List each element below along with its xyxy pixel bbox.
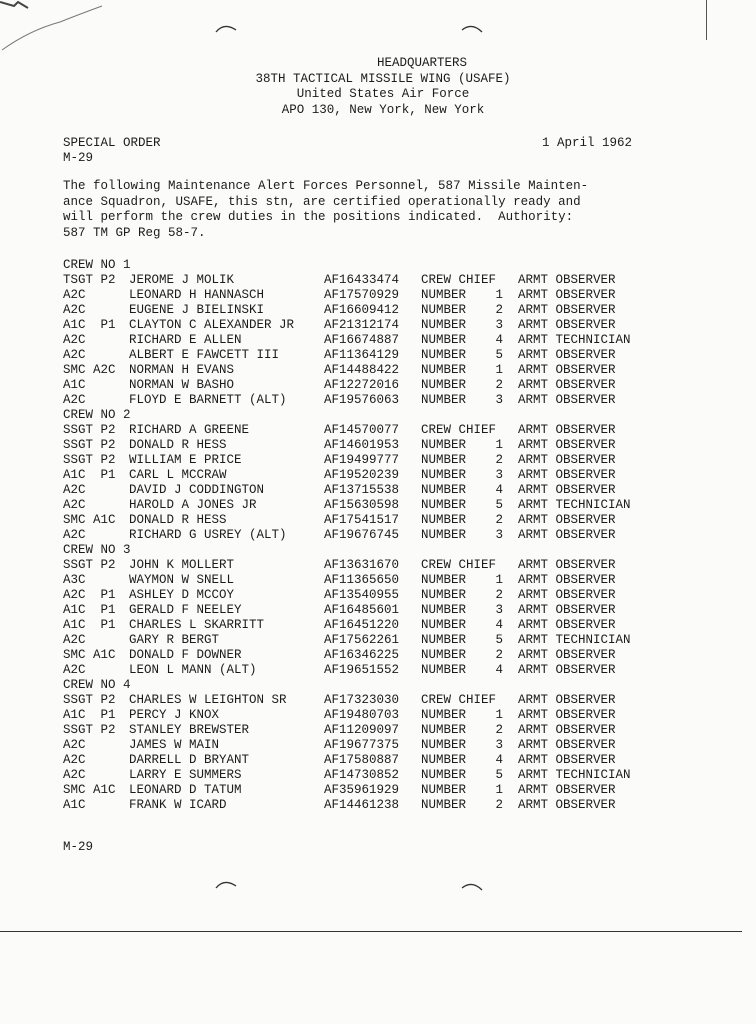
- crew-member-row: [63, 393, 616, 408]
- member-duty: ARMT TECHNICIAN: [518, 633, 631, 647]
- member-service-number: AF19576063: [324, 393, 400, 407]
- member-grade: A2C: [63, 768, 86, 782]
- member-position: NUMBER: [421, 498, 467, 512]
- member-service-number: AF14570077: [324, 423, 400, 437]
- member-service-number: AF12272016: [324, 378, 400, 392]
- crew-member-row: [63, 378, 616, 393]
- member-position: NUMBER: [421, 768, 467, 782]
- member-duty: ARMT OBSERVER: [518, 348, 616, 362]
- member-grade: TSGT P2: [63, 273, 116, 287]
- crew-member-row: [63, 273, 616, 288]
- member-name: FLOYD E BARNETT (ALT): [129, 393, 287, 407]
- member-position: CREW CHIEF: [421, 558, 497, 572]
- intro-line: will perform the crew duties in the positions indicated. Authority:: [63, 210, 574, 224]
- member-name: DAVID J CODDINGTON: [129, 483, 265, 497]
- scan-smudge-top-left: [0, 0, 110, 60]
- member-name: LEONARD D TATUM: [129, 783, 242, 797]
- member-grade: A1C P1: [63, 618, 116, 632]
- member-name: EUGENE J BIELINSKI: [129, 303, 265, 317]
- member-grade: A2C: [63, 393, 86, 407]
- crew-member-row: [63, 513, 616, 528]
- member-grade: A2C: [63, 288, 86, 302]
- member-service-number: AF11365650: [324, 573, 400, 587]
- member-grade: A1C P1: [63, 708, 116, 722]
- order-date: 1 April 1962: [542, 136, 633, 150]
- member-service-number: AF19520239: [324, 468, 400, 482]
- crew-header: CREW NO 4: [63, 678, 131, 692]
- member-position-number: 3: [495, 603, 503, 617]
- crew-member-row: [63, 423, 616, 438]
- member-service-number: AF15630598: [324, 498, 400, 512]
- member-duty: ARMT TECHNICIAN: [518, 768, 631, 782]
- bottom-rule: [0, 931, 742, 932]
- member-position-number: 3: [495, 738, 503, 752]
- member-position: NUMBER: [421, 798, 467, 812]
- member-position-number: 2: [495, 513, 503, 527]
- member-name: DARRELL D BRYANT: [129, 753, 250, 767]
- member-duty: ARMT OBSERVER: [518, 723, 616, 737]
- member-position: NUMBER: [421, 333, 467, 347]
- member-grade: SSGT P2: [63, 453, 116, 467]
- member-duty: ARMT OBSERVER: [518, 363, 616, 377]
- member-position: CREW CHIEF: [421, 693, 497, 707]
- member-name: ASHLEY D MCCOY: [129, 588, 235, 602]
- member-name: RICHARD A GREENE: [129, 423, 250, 437]
- member-name: JAMES W MAIN: [129, 738, 220, 752]
- member-position: NUMBER: [421, 318, 467, 332]
- crew-member-row: [63, 303, 616, 318]
- crew-member-row: [63, 573, 616, 588]
- member-grade: A2C: [63, 753, 86, 767]
- member-service-number: AF11209097: [324, 723, 400, 737]
- member-service-number: AF14488422: [324, 363, 400, 377]
- member-position: NUMBER: [421, 663, 467, 677]
- member-name: DONALD F DOWNER: [129, 648, 242, 662]
- member-grade: A2C: [63, 498, 86, 512]
- crew-member-row: [63, 498, 631, 513]
- member-service-number: AF17323030: [324, 693, 400, 707]
- member-name: JEROME J MOLIK: [129, 273, 235, 287]
- member-grade: SMC A1C: [63, 513, 116, 527]
- member-duty: ARMT OBSERVER: [518, 648, 616, 662]
- member-position: NUMBER: [421, 468, 467, 482]
- member-position: NUMBER: [421, 483, 467, 497]
- member-position-number: 2: [495, 453, 503, 467]
- member-grade: A2C: [63, 348, 86, 362]
- crew-member-row: [63, 783, 616, 798]
- letterhead-line-2: 38TH TACTICAL MISSILE WING (USAFE): [255, 71, 511, 86]
- member-duty: ARMT TECHNICIAN: [518, 333, 631, 347]
- member-position-number: 2: [495, 798, 503, 812]
- member-name: FRANK W ICARD: [129, 798, 227, 812]
- member-position-number: 4: [495, 663, 503, 677]
- member-name: PERCY J KNOX: [129, 708, 220, 722]
- member-position: NUMBER: [421, 738, 467, 752]
- member-position-number: 2: [495, 303, 503, 317]
- punch-mark-top-right: [460, 22, 484, 34]
- crew-member-row: [63, 588, 616, 603]
- member-service-number: AF17570929: [324, 288, 400, 302]
- punch-mark-bottom-left: [214, 878, 238, 890]
- member-grade: A2C: [63, 483, 86, 497]
- intro-line: 587 TM GP Reg 58-7.: [63, 225, 206, 240]
- member-duty: ARMT OBSERVER: [518, 288, 616, 302]
- member-position: NUMBER: [421, 588, 467, 602]
- member-duty: ARMT OBSERVER: [518, 318, 616, 332]
- member-service-number: AF13540955: [324, 588, 400, 602]
- member-position: NUMBER: [421, 708, 467, 722]
- member-position-number: 3: [495, 393, 503, 407]
- member-grade: A3C: [63, 573, 86, 587]
- member-duty: ARMT OBSERVER: [518, 603, 616, 617]
- member-grade: A2C: [63, 333, 86, 347]
- intro-line: ance Squadron, USAFE, this stn, are certified operationally ready and: [63, 194, 581, 209]
- member-duty: ARMT OBSERVER: [518, 378, 616, 392]
- crew-member-row: [63, 708, 616, 723]
- member-name: WAYMON W SNELL: [129, 573, 235, 587]
- member-position-number: 5: [495, 498, 503, 512]
- member-grade: SSGT P2: [63, 693, 116, 707]
- member-grade: A1C P1: [63, 468, 116, 482]
- member-name: HAROLD A JONES JR: [129, 498, 257, 512]
- member-position-number: 2: [495, 648, 503, 662]
- member-grade: A1C: [63, 798, 86, 812]
- crew-member-row: [63, 603, 616, 618]
- member-duty: ARMT OBSERVER: [518, 588, 616, 602]
- member-position: NUMBER: [421, 363, 467, 377]
- member-position: CREW CHIEF: [421, 423, 497, 437]
- member-position-number: 2: [495, 588, 503, 602]
- crew-member-row: [63, 768, 631, 783]
- crew-header: CREW NO 1: [63, 258, 131, 272]
- member-duty: ARMT OBSERVER: [518, 423, 616, 437]
- member-service-number: AF35961929: [324, 783, 400, 797]
- crew-member-row: [63, 348, 616, 363]
- member-position: CREW CHIEF: [421, 273, 497, 287]
- member-service-number: AF21312174: [324, 318, 400, 332]
- member-position: NUMBER: [421, 603, 467, 617]
- member-position-number: 4: [495, 618, 503, 632]
- member-duty: ARMT OBSERVER: [518, 273, 616, 287]
- member-name: GARY R BERGT: [129, 633, 220, 647]
- member-name: GERALD F NEELEY: [129, 603, 242, 617]
- member-grade: SMC A1C: [63, 648, 116, 662]
- member-service-number: AF13715538: [324, 483, 400, 497]
- member-grade: SMC A1C: [63, 783, 116, 797]
- member-duty: ARMT OBSERVER: [518, 573, 616, 587]
- member-position-number: 3: [495, 528, 503, 542]
- member-position-number: 2: [495, 378, 503, 392]
- crew-member-row: [63, 528, 616, 543]
- member-name: CHARLES L SKARRITT: [129, 618, 265, 632]
- punch-mark-bottom-right: [460, 880, 484, 892]
- member-position-number: 4: [495, 483, 503, 497]
- member-name: RICHARD E ALLEN: [129, 333, 242, 347]
- member-position: NUMBER: [421, 288, 467, 302]
- member-name: CLAYTON C ALEXANDER JR: [129, 318, 295, 332]
- crew-header: CREW NO 3: [63, 543, 131, 557]
- member-service-number: AF16433474: [324, 273, 400, 287]
- member-duty: ARMT OBSERVER: [518, 468, 616, 482]
- member-name: WILLIAM E PRICE: [129, 453, 242, 467]
- member-name: JOHN K MOLLERT: [129, 558, 235, 572]
- member-service-number: AF14601953: [324, 438, 400, 452]
- member-grade: A1C P1: [63, 318, 116, 332]
- member-duty: ARMT OBSERVER: [518, 738, 616, 752]
- member-duty: ARMT OBSERVER: [518, 513, 616, 527]
- member-service-number: AF13631670: [324, 558, 400, 572]
- member-duty: ARMT TECHNICIAN: [518, 498, 631, 512]
- order-number: M-29: [63, 151, 94, 165]
- member-position: NUMBER: [421, 723, 467, 737]
- crew-roster: [63, 258, 631, 813]
- member-position-number: 1: [495, 708, 503, 722]
- member-position: NUMBER: [421, 453, 467, 467]
- crew-member-row: [63, 333, 631, 348]
- member-position: NUMBER: [421, 393, 467, 407]
- crew-header: CREW NO 2: [63, 408, 131, 422]
- member-grade: A2C: [63, 738, 86, 752]
- member-position: NUMBER: [421, 378, 467, 392]
- member-position-number: 2: [495, 723, 503, 737]
- member-duty: ARMT OBSERVER: [518, 483, 616, 497]
- member-duty: ARMT OBSERVER: [518, 453, 616, 467]
- crew-member-row: [63, 453, 616, 468]
- footer-page-code: M-29: [63, 840, 94, 854]
- member-service-number: AF16451220: [324, 618, 400, 632]
- member-position-number: 3: [495, 318, 503, 332]
- letterhead-line-4: APO 130, New York, New York: [281, 102, 485, 117]
- member-name: RICHARD G USREY (ALT): [129, 528, 287, 542]
- member-service-number: AF17580887: [324, 753, 400, 767]
- member-name: NORMAN W BASHO: [129, 378, 235, 392]
- member-duty: ARMT OBSERVER: [518, 798, 616, 812]
- member-name: CARL L MCCRAW: [129, 468, 227, 482]
- crew-member-row: [63, 738, 616, 753]
- crew-member-row: [63, 438, 616, 453]
- letterhead-line-3: United States Air Force: [296, 87, 470, 101]
- member-position: NUMBER: [421, 633, 467, 647]
- member-service-number: AF16346225: [324, 648, 400, 662]
- member-service-number: AF19651552: [324, 663, 400, 677]
- crew-member-row: [63, 633, 631, 648]
- member-grade: SMC A2C: [63, 363, 116, 377]
- member-grade: A2C: [63, 663, 86, 677]
- member-service-number: AF16674887: [324, 333, 400, 347]
- member-name: LEON L MANN (ALT): [129, 663, 257, 677]
- member-duty: ARMT OBSERVER: [518, 303, 616, 317]
- member-grade: A2C: [63, 633, 86, 647]
- crew-member-row: [63, 483, 616, 498]
- member-service-number: AF11364129: [324, 348, 400, 362]
- member-name: NORMAN H EVANS: [129, 363, 235, 377]
- crew-member-row: [63, 318, 616, 333]
- crew-member-row: [63, 663, 616, 678]
- intro-line: The following Maintenance Alert Forces Personnel, 587 Missile Mainten-: [63, 179, 589, 193]
- member-name: STANLEY BREWSTER: [129, 723, 250, 737]
- member-service-number: AF17541517: [324, 513, 400, 527]
- letterhead: [0, 56, 756, 118]
- member-position-number: 4: [495, 333, 503, 347]
- member-duty: ARMT OBSERVER: [518, 528, 616, 542]
- member-grade: A2C: [63, 303, 86, 317]
- member-position-number: 4: [495, 753, 503, 767]
- member-name: LEONARD H HANNASCH: [129, 288, 265, 302]
- right-edge-line: [706, 0, 707, 40]
- member-grade: A2C: [63, 528, 86, 542]
- member-position-number: 1: [495, 438, 503, 452]
- crew-member-row: [63, 288, 616, 303]
- intro-paragraph: [63, 179, 663, 241]
- order-title: SPECIAL ORDER: [63, 136, 161, 150]
- member-position: NUMBER: [421, 438, 467, 452]
- crew-member-row: [63, 753, 616, 768]
- member-grade: A1C: [63, 378, 86, 392]
- member-position: NUMBER: [421, 753, 467, 767]
- member-position-number: 5: [495, 633, 503, 647]
- member-grade: A2C P1: [63, 588, 116, 602]
- member-position-number: 1: [495, 783, 503, 797]
- member-position-number: 1: [495, 573, 503, 587]
- crew-member-row: [63, 798, 616, 813]
- member-service-number: AF19480703: [324, 708, 400, 722]
- member-position-number: 1: [495, 363, 503, 377]
- member-position: NUMBER: [421, 648, 467, 662]
- crew-member-row: [63, 693, 616, 708]
- member-position-number: 1: [495, 288, 503, 302]
- member-duty: ARMT OBSERVER: [518, 693, 616, 707]
- member-service-number: AF17562261: [324, 633, 400, 647]
- member-service-number: AF14461238: [324, 798, 400, 812]
- member-position: NUMBER: [421, 348, 467, 362]
- member-position: NUMBER: [421, 528, 467, 542]
- member-position: NUMBER: [421, 573, 467, 587]
- member-position: NUMBER: [421, 783, 467, 797]
- member-position-number: 3: [495, 468, 503, 482]
- member-position-number: 5: [495, 768, 503, 782]
- member-service-number: AF19676745: [324, 528, 400, 542]
- member-position-number: 5: [495, 348, 503, 362]
- crew-member-row: [63, 618, 616, 633]
- member-name: ALBERT E FAWCETT III: [129, 348, 280, 362]
- crew-member-row: [63, 363, 616, 378]
- member-duty: ARMT OBSERVER: [518, 783, 616, 797]
- member-grade: SSGT P2: [63, 423, 116, 437]
- member-position: NUMBER: [421, 513, 467, 527]
- member-position: NUMBER: [421, 303, 467, 317]
- member-duty: ARMT OBSERVER: [518, 753, 616, 767]
- crew-member-row: [63, 558, 616, 573]
- crew-member-row: [63, 468, 616, 483]
- member-name: DONALD R HESS: [129, 513, 227, 527]
- member-duty: ARMT OBSERVER: [518, 663, 616, 677]
- punch-mark-top-left: [214, 22, 238, 34]
- member-service-number: AF19677375: [324, 738, 400, 752]
- crew-member-row: [63, 648, 616, 663]
- member-duty: ARMT OBSERVER: [518, 618, 616, 632]
- member-position: NUMBER: [421, 618, 467, 632]
- member-duty: ARMT OBSERVER: [518, 393, 616, 407]
- member-service-number: AF19499777: [324, 453, 400, 467]
- member-name: DONALD R HESS: [129, 438, 227, 452]
- member-grade: SSGT P2: [63, 723, 116, 737]
- member-name: LARRY E SUMMERS: [129, 768, 242, 782]
- member-duty: ARMT OBSERVER: [518, 438, 616, 452]
- crew-member-row: [63, 723, 616, 738]
- member-service-number: AF14730852: [324, 768, 400, 782]
- member-grade: SSGT P2: [63, 438, 116, 452]
- member-grade: SSGT P2: [63, 558, 116, 572]
- member-service-number: AF16609412: [324, 303, 400, 317]
- member-duty: ARMT OBSERVER: [518, 708, 616, 722]
- letterhead-line-1: HEADQUARTERS: [376, 56, 467, 70]
- member-service-number: AF16485601: [324, 603, 400, 617]
- member-name: CHARLES W LEIGHTON SR: [129, 693, 287, 707]
- member-duty: ARMT OBSERVER: [518, 558, 616, 572]
- member-grade: A1C P1: [63, 603, 116, 617]
